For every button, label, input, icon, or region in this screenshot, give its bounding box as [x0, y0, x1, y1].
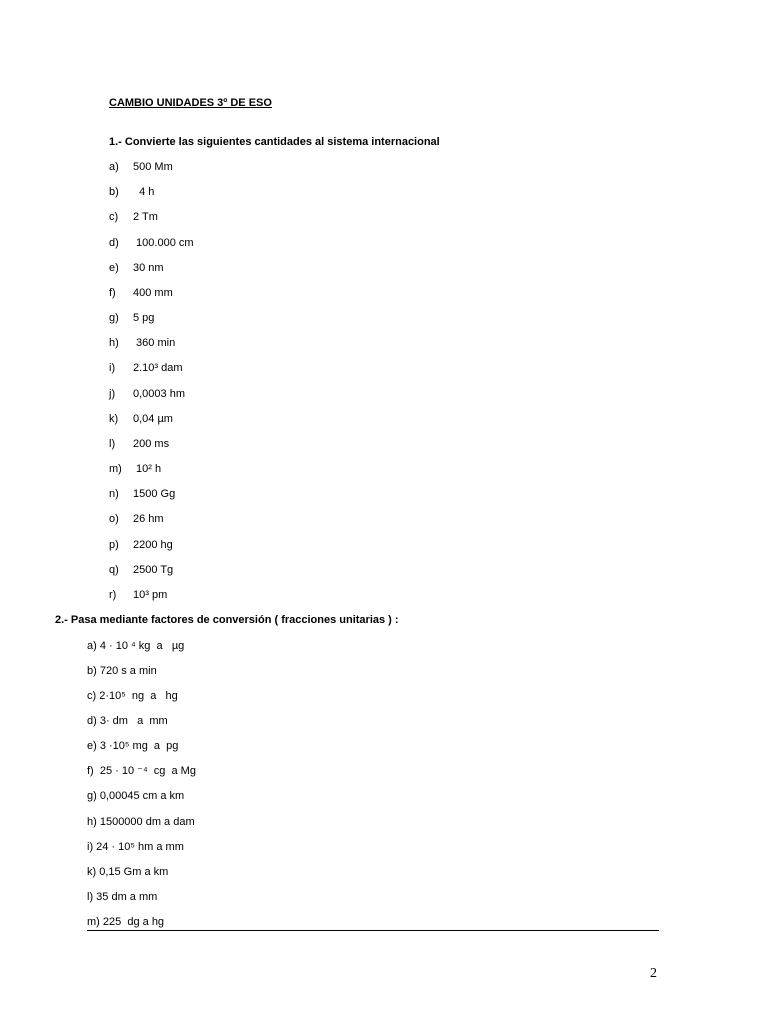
horizontal-rule: [87, 930, 659, 931]
item-value: 100.000 cm: [133, 237, 194, 249]
item-value: 10² h: [136, 463, 162, 475]
item-value: 0,04 µm: [133, 413, 173, 425]
item-letter: g): [109, 312, 119, 324]
item-letter: c): [109, 211, 119, 223]
item-value: 1500 Gg: [133, 488, 176, 500]
page-number: 2: [650, 966, 657, 981]
item-letter: j): [109, 388, 116, 400]
list-item: h) 1500000 dm a dam: [87, 816, 195, 828]
list-item: d) 3· dm a mm: [87, 715, 168, 727]
item-letter: h): [109, 337, 119, 349]
item-letter: o): [109, 513, 119, 525]
document-title: CAMBIO UNIDADES 3º DE ESO: [109, 97, 272, 109]
item-value: 30 nm: [133, 262, 164, 274]
list-item: e) 3 ·10⁵ mg a pg: [87, 740, 179, 752]
list-item: c) 2·10⁵ ng a hg: [87, 690, 178, 702]
item-value: 0,0003 hm: [133, 388, 185, 400]
item-value: 26 hm: [133, 513, 164, 525]
item-letter: i): [109, 362, 116, 374]
item-letter: e): [109, 262, 119, 274]
list-item: b) 720 s a min: [87, 665, 157, 677]
item-letter: d): [109, 237, 119, 249]
item-letter: k): [109, 413, 119, 425]
item-letter: a): [109, 161, 119, 173]
item-value: 200 ms: [133, 438, 170, 450]
list-item: m) 225 dg a hg: [87, 916, 165, 928]
section1-heading: 1.- Convierte las siguientes cantidades al sistema internacional: [109, 136, 440, 148]
item-value: 500 Mm: [133, 161, 173, 173]
item-letter: p): [109, 539, 119, 551]
item-letter: n): [109, 488, 119, 500]
list-item: k) 0,15 Gm a km: [87, 866, 169, 878]
item-letter: m): [109, 463, 122, 475]
list-item: f) 25 · 10 ⁻⁴ cg a Mg: [87, 765, 196, 777]
item-value: 360 min: [133, 337, 176, 349]
item-value: 4 h: [133, 186, 155, 198]
item-value: 5 pg: [133, 312, 155, 324]
item-letter: f): [109, 287, 116, 299]
list-item: l) 35 dm a mm: [87, 891, 158, 903]
list-item: g) 0,00045 cm a km: [87, 790, 185, 802]
item-letter: l): [109, 438, 116, 450]
list-item: i) 24 · 10⁵ hm a mm: [87, 841, 184, 853]
item-letter: b): [109, 186, 119, 198]
item-letter: r): [109, 589, 117, 601]
item-value: 10³ pm: [133, 589, 168, 601]
list-item: a) 4 · 10 ⁴ kg a µg: [87, 640, 185, 652]
item-value: 400 mm: [133, 287, 173, 299]
item-value: 2200 hg: [133, 539, 173, 551]
item-value: 2 Tm: [133, 211, 158, 223]
item-value: 2500 Tg: [133, 564, 174, 576]
section2-heading: 2.- Pasa mediante factores de conversión ( fracciones unitarias ) :: [55, 614, 399, 626]
item-value: 2.10³ dam: [133, 362, 183, 374]
item-letter: q): [109, 564, 119, 576]
